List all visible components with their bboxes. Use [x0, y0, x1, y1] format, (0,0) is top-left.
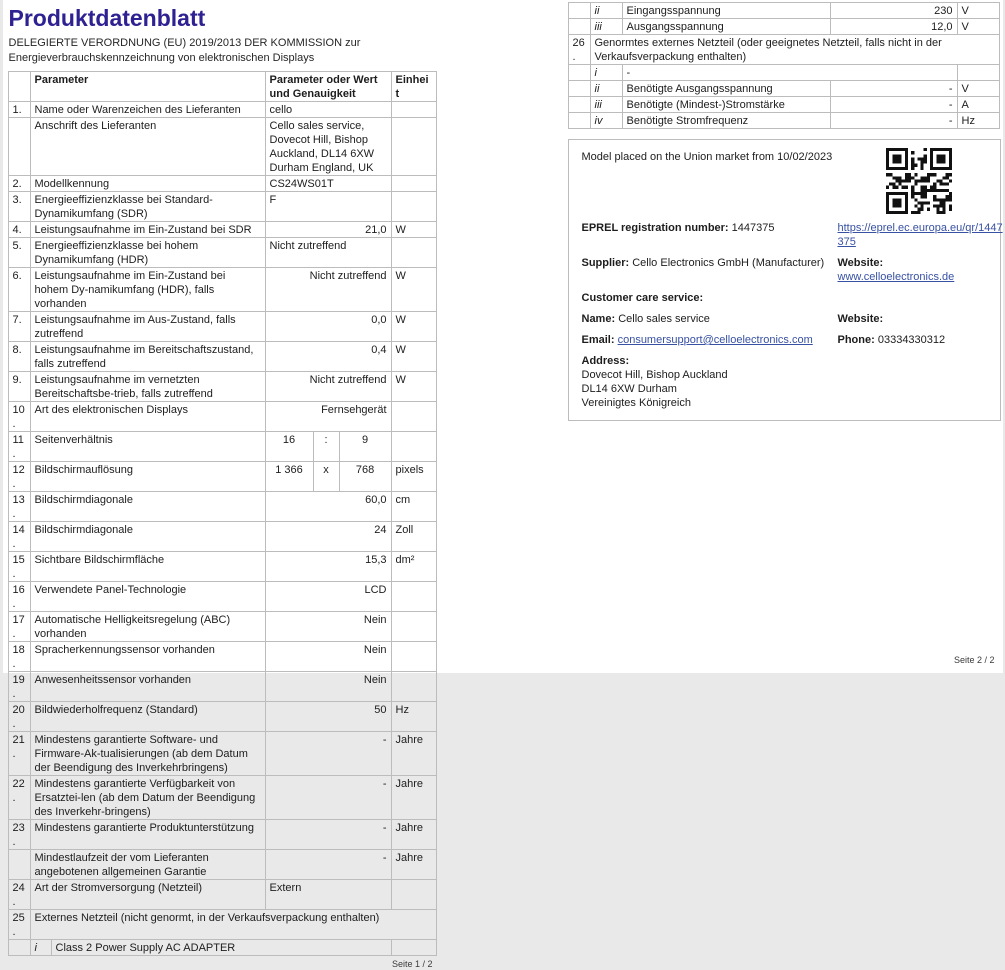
- supplier-row: [582, 256, 986, 284]
- cell-label: Mindestlaufzeit der vom Lieferanten angebotenen allgemeinen Garantie: [30, 850, 265, 880]
- cell-unit: A: [957, 97, 999, 113]
- cell-num: 13.: [8, 492, 30, 522]
- cell-num: [568, 97, 590, 113]
- cell-value: Nicht zutreffend: [265, 238, 391, 268]
- cell-label: Bildwiederholfrequenz (Standard): [30, 702, 265, 732]
- cell-unit: Jahre: [391, 820, 436, 850]
- cell-label: Spracherkennungssensor vorhanden: [30, 642, 265, 672]
- table-row: [568, 3, 999, 19]
- cell-num: [568, 19, 590, 35]
- cell-unit: [391, 192, 436, 222]
- page-2: [568, 2, 1001, 670]
- cell-value: -: [265, 820, 391, 850]
- cell-value: 1 366: [265, 462, 313, 492]
- cell-label: Benötigte (Mindest-)Stromstärke: [622, 97, 830, 113]
- cell-num: 26.: [568, 35, 590, 65]
- product-data-table: [8, 71, 437, 956]
- cell-num: 3.: [8, 192, 30, 222]
- cell-value: -: [830, 113, 957, 129]
- cell-unit: [957, 65, 999, 81]
- table-row: [8, 312, 436, 342]
- cell-num: 10.: [8, 402, 30, 432]
- page-title: Produktdatenblatt: [9, 5, 436, 31]
- cell-num: 21.: [8, 732, 30, 776]
- cell-label: Mindestens garantierte Software- und Firmware-Ak-tualisierungen (ab dem Datum der Beendigung des Inverkehrbringens): [30, 732, 265, 776]
- cell-label-span: Externes Netzteil (nicht genormt, in der Verkaufsverpackung enthalten): [30, 910, 436, 940]
- cell-num: [8, 850, 30, 880]
- table-row: [8, 582, 436, 612]
- cell-value: Extern: [265, 880, 391, 910]
- cell-roman: iv: [590, 113, 622, 129]
- cell-value: -: [265, 776, 391, 820]
- model-market-date: Model placed on the Union market from 10/02/2023: [582, 150, 986, 164]
- table-row: [568, 65, 999, 81]
- cell-num: [8, 118, 30, 176]
- phone-value: 03334330312: [878, 334, 945, 346]
- cell-num: [568, 3, 590, 19]
- cell-unit: [391, 672, 436, 702]
- cell-value: 768: [339, 462, 391, 492]
- cell-unit: [391, 176, 436, 192]
- cell-value: -: [830, 97, 957, 113]
- table-row: [8, 612, 436, 642]
- table-row: [8, 820, 436, 850]
- cell-unit: Jahre: [391, 850, 436, 880]
- supplier: [582, 256, 832, 284]
- cell-roman: ii: [590, 3, 622, 19]
- eprel-link[interactable]: https://eprel.ec.europa.eu/qr/1447375: [838, 221, 1005, 249]
- cell-unit: W: [391, 312, 436, 342]
- table-row: [8, 732, 436, 776]
- cell-label: Bildschirmauflösung: [30, 462, 265, 492]
- cell-value: 0,4: [265, 342, 391, 372]
- email-row: [582, 333, 986, 347]
- cell-label-span: Genormtes externes Netzteil (oder geeignetes Netzteil, falls nicht in der Verkaufsverpackung enthalten): [590, 35, 999, 65]
- cell-num: 20.: [8, 702, 30, 732]
- name-row: [582, 312, 986, 326]
- cell-unit: [391, 432, 436, 462]
- cell-num: 5.: [8, 238, 30, 268]
- cell-value: -: [265, 732, 391, 776]
- cell-separator: :: [313, 432, 339, 462]
- header-parameter: Parameter: [30, 72, 265, 102]
- cell-unit: Jahre: [391, 732, 436, 776]
- eprel-registration: [582, 221, 832, 249]
- regulation-subtitle-line1: DELEGIERTE VERORDNUNG (EU) 2019/2013 DER KOMMISSION zur: [9, 36, 436, 51]
- cell-unit: [391, 940, 436, 956]
- cell-num: 19.: [8, 672, 30, 702]
- table-row: [568, 113, 999, 129]
- cell-value: 12,0: [830, 19, 957, 35]
- table-row: [8, 552, 436, 582]
- address-line: Vereinigtes Königreich: [582, 396, 986, 410]
- cell-label: Leistungsaufnahme im Ein-Zustand bei hohem Dy-namikumfang (HDR), falls vorhanden: [30, 268, 265, 312]
- address-line: Dovecot Hill, Bishop Auckland: [582, 368, 986, 382]
- cell-num: 18.: [8, 642, 30, 672]
- cell-label: Automatische Helligkeitsregelung (ABC) vorhanden: [30, 612, 265, 642]
- cell-value: -: [265, 850, 391, 880]
- cell-roman: i: [590, 65, 622, 81]
- cell-value: LCD: [265, 582, 391, 612]
- cell-value: Nein: [265, 672, 391, 702]
- customer-care-heading: [582, 291, 986, 305]
- table-row: [568, 19, 999, 35]
- cell-num: 17.: [8, 612, 30, 642]
- supplier-value: Cello Electronics GmbH (Manufacturer): [632, 257, 824, 269]
- table-row: [8, 522, 436, 552]
- cell-unit: V: [957, 81, 999, 97]
- website-wrap: [838, 256, 994, 284]
- cell-value: 21,0: [265, 222, 391, 238]
- cell-unit: [391, 642, 436, 672]
- address-label: Address:: [582, 354, 986, 368]
- table-row: [8, 176, 436, 192]
- eprel-info-box: [568, 139, 1001, 421]
- name-value: Cello sales service: [618, 313, 710, 325]
- cell-label: Ausgangsspannung: [622, 19, 830, 35]
- cell-num: 15.: [8, 552, 30, 582]
- cell-label: Benötigte Stromfrequenz: [622, 113, 830, 129]
- cell-unit: W: [391, 372, 436, 402]
- page-1-footer: Seite 1 / 2: [8, 959, 436, 970]
- cell-unit: V: [957, 19, 999, 35]
- header-unit: Einheit: [391, 72, 436, 102]
- cell-value: 15,3: [265, 552, 391, 582]
- cell-num: 25.: [8, 910, 30, 940]
- cell-unit: [391, 582, 436, 612]
- header-row: [8, 72, 436, 102]
- cell-label: Eingangsspannung: [622, 3, 830, 19]
- cell-num: 22.: [8, 776, 30, 820]
- cell-value: Nicht zutreffend: [265, 268, 391, 312]
- cell-value: 16: [265, 432, 313, 462]
- cell-label: Energieeffizienzklasse bei Standard-Dynamikumfang (SDR): [30, 192, 265, 222]
- cell-value: 24: [265, 522, 391, 552]
- table-row: [8, 642, 436, 672]
- table-row: [568, 97, 999, 113]
- table-row: [8, 702, 436, 732]
- cell-roman: ii: [590, 81, 622, 97]
- supplier-label: Supplier:: [582, 257, 630, 269]
- cell-num: 14.: [8, 522, 30, 552]
- cell-num: 12.: [8, 462, 30, 492]
- cell-value: Nein: [265, 612, 391, 642]
- website2-label: Website:: [838, 313, 884, 325]
- cell-roman: i: [30, 940, 51, 956]
- cell-roman: iii: [590, 97, 622, 113]
- cell-unit: [391, 402, 436, 432]
- cell-num: [568, 81, 590, 97]
- table-row: [8, 462, 436, 492]
- table-row: [8, 776, 436, 820]
- cell-value: CS24WS01T: [265, 176, 391, 192]
- care-email: [582, 333, 832, 347]
- email-label: Email:: [582, 334, 615, 346]
- table-row: [8, 432, 436, 462]
- cell-label: Leistungsaufnahme im Ein-Zustand bei SDR: [30, 222, 265, 238]
- table-row: [8, 850, 436, 880]
- page-2-footer: Seite 2 / 2: [954, 655, 998, 666]
- cell-value: F: [265, 192, 391, 222]
- cell-label: Mindestens garantierte Verfügbarkeit von Ersatztei-len (ab dem Datum der Beendigung des Inverkehr-bringens): [30, 776, 265, 820]
- eprel-label: EPREL registration number:: [582, 222, 729, 234]
- cell-label: Sichtbare Bildschirmfläche: [30, 552, 265, 582]
- table-row: [568, 81, 999, 97]
- cell-num: 2.: [8, 176, 30, 192]
- table-row: [8, 402, 436, 432]
- page-1: [8, 3, 436, 970]
- cell-value: 230: [830, 3, 957, 19]
- cell-label: Art der Stromversorgung (Netzteil): [30, 880, 265, 910]
- cell-label: Bildschirmdiagonale: [30, 522, 265, 552]
- cell-value: Nicht zutreffend: [265, 372, 391, 402]
- cell-label: Anschrift des Lieferanten: [30, 118, 265, 176]
- cell-label: -: [622, 65, 957, 81]
- customer-care-label: Customer care service:: [582, 292, 704, 304]
- table-row: [8, 940, 436, 956]
- regulation-subtitle-line2: Energieverbrauchskennzeichnung von elektronischen Displays: [9, 51, 436, 66]
- table-row: [8, 672, 436, 702]
- table-row: [8, 372, 436, 402]
- cell-unit: Jahre: [391, 776, 436, 820]
- power-supply-table: [568, 2, 1000, 129]
- cell-num: 8.: [8, 342, 30, 372]
- cell-num: 16.: [8, 582, 30, 612]
- table-row: [8, 118, 436, 176]
- phone-wrap: [838, 333, 994, 347]
- cell-num: 6.: [8, 268, 30, 312]
- table-row: [8, 268, 436, 312]
- header-num: [8, 72, 30, 102]
- cell-unit: pixels: [391, 462, 436, 492]
- cell-unit: [391, 118, 436, 176]
- cell-label: Energieeffizienzklasse bei hohem Dynamikumfang (HDR): [30, 238, 265, 268]
- cell-label: Leistungsaufnahme im Bereitschaftszustand, falls zutreffend: [30, 342, 265, 372]
- cell-unit: W: [391, 342, 436, 372]
- cell-unit: V: [957, 3, 999, 19]
- cell-unit: [391, 238, 436, 268]
- table-row: [8, 192, 436, 222]
- cell-label: Leistungsaufnahme im vernetzten Bereitschaftsbe-trieb, falls zutreffend: [30, 372, 265, 402]
- address-line: DL14 6XW Durham: [582, 382, 986, 396]
- cell-label: Seitenverhältnis: [30, 432, 265, 462]
- cell-label: Bildschirmdiagonale: [30, 492, 265, 522]
- care-name: [582, 312, 832, 326]
- cell-num: [8, 940, 30, 956]
- cell-label: Mindestens garantierte Produktunterstützung: [30, 820, 265, 850]
- cell-label: Verwendete Panel-Technologie: [30, 582, 265, 612]
- cell-num: 4.: [8, 222, 30, 238]
- cell-num: 1.: [8, 102, 30, 118]
- table-row: [8, 238, 436, 268]
- cell-label: Leistungsaufnahme im Aus-Zustand, falls zutreffend: [30, 312, 265, 342]
- eprel-row: [582, 221, 986, 249]
- cell-unit: cm: [391, 492, 436, 522]
- cell-value: 60,0: [265, 492, 391, 522]
- cell-label: Name oder Warenzeichen des Lieferanten: [30, 102, 265, 118]
- cell-value: 9: [339, 432, 391, 462]
- cell-unit: Zoll: [391, 522, 436, 552]
- cell-value: Cello sales service, Dovecot Hill, Bishop Auckland, DL14 6XW Durham England, UK: [265, 118, 391, 176]
- cell-separator: x: [313, 462, 339, 492]
- cell-value: cello: [265, 102, 391, 118]
- cell-unit: Hz: [391, 702, 436, 732]
- table-row: [8, 910, 436, 940]
- cell-label: Art des elektronischen Displays: [30, 402, 265, 432]
- website-label: Website:: [838, 257, 884, 269]
- cell-num: 23.: [8, 820, 30, 850]
- cell-value: Fernsehgerät: [265, 402, 391, 432]
- website-link[interactable]: www.celloelectronics.de: [838, 271, 955, 283]
- cell-value: 50: [265, 702, 391, 732]
- cell-unit: Hz: [957, 113, 999, 129]
- table-row: [568, 35, 999, 65]
- cell-label: Anwesenheitssensor vorhanden: [30, 672, 265, 702]
- cell-roman: iii: [590, 19, 622, 35]
- email-link[interactable]: consumersupport@celloelectronics.com: [618, 334, 813, 346]
- cell-unit: W: [391, 222, 436, 238]
- phone-label: Phone:: [838, 334, 875, 346]
- table-row: [8, 342, 436, 372]
- header-value: Parameter oder Wert und Genauigkeit: [265, 72, 391, 102]
- cell-num: 7.: [8, 312, 30, 342]
- cell-value: 0,0: [265, 312, 391, 342]
- cell-value: Nein: [265, 642, 391, 672]
- name-label: Name:: [582, 313, 616, 325]
- cell-label: Modellkennung: [30, 176, 265, 192]
- cell-unit: [391, 612, 436, 642]
- cell-num: 11.: [8, 432, 30, 462]
- cell-num: [568, 113, 590, 129]
- website2-wrap: [838, 312, 994, 326]
- qr-code-icon: [886, 148, 952, 214]
- cell-unit: [391, 880, 436, 910]
- table-row: [8, 880, 436, 910]
- cell-unit: dm²: [391, 552, 436, 582]
- cell-value: -: [830, 81, 957, 97]
- cell-label: Class 2 Power Supply AC ADAPTER: [51, 940, 391, 956]
- eprel-number: 1447375: [732, 222, 775, 234]
- cell-unit: W: [391, 268, 436, 312]
- cell-num: 24.: [8, 880, 30, 910]
- table-row: [8, 222, 436, 238]
- table-row: [8, 492, 436, 522]
- address-block: [582, 354, 986, 410]
- cell-label: Benötigte Ausgangsspannung: [622, 81, 830, 97]
- cell-num: [568, 65, 590, 81]
- cell-num: 9.: [8, 372, 30, 402]
- table-row: [8, 102, 436, 118]
- document-page: [3, 0, 1003, 673]
- eprel-link-wrap: [838, 221, 994, 249]
- cell-unit: [391, 102, 436, 118]
